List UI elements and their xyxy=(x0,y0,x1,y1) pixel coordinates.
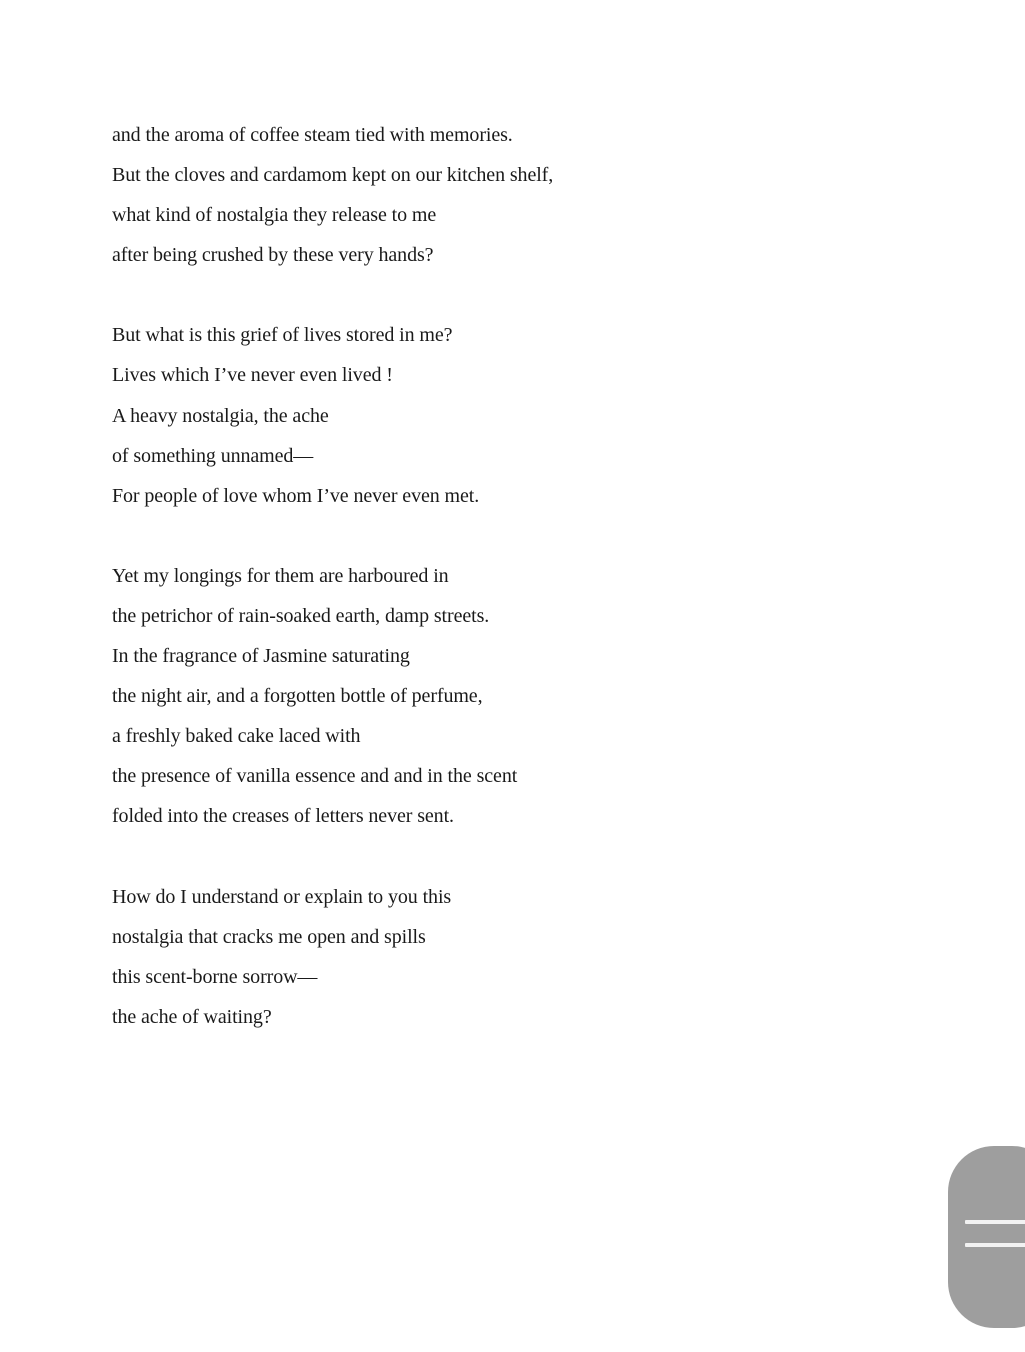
stanza-4 xyxy=(112,877,812,1037)
poem-line: a freshly baked cake laced with xyxy=(112,725,361,748)
poem-line: But what is this grief of lives stored in me? xyxy=(112,324,453,347)
poem-line: In the fragrance of Jasmine saturating xyxy=(112,645,410,668)
poem-line: the petrichor of rain-soaked earth, damp streets. xyxy=(112,604,490,627)
stanza-3 xyxy=(112,556,812,837)
poem-line: How do I understand or explain to you this xyxy=(112,885,452,908)
poem-line: the night air, and a forgotten bottle of perfume, xyxy=(112,685,483,708)
poem-line: But the cloves and cardamom kept on our kitchen shelf, xyxy=(112,164,554,187)
poem-line: A heavy nostalgia, the ache xyxy=(112,404,329,427)
poem-line: Yet my longings for them are harboured in xyxy=(112,564,449,587)
poem-line: nostalgia that cracks me open and spills xyxy=(112,925,426,948)
hamburger-menu-icon xyxy=(965,1220,1025,1224)
hamburger-menu-icon xyxy=(965,1243,1025,1247)
poem-line: folded into the creases of letters never sent. xyxy=(112,805,454,828)
poem-line: the presence of vanilla essence and and in the scent xyxy=(112,765,518,788)
stanza-2 xyxy=(112,315,812,515)
poem-line: Lives which I’ve never even lived ! xyxy=(112,364,393,387)
poem-line: this scent-borne sorrow— xyxy=(112,965,318,988)
poem-line: what kind of nostalgia they release to me xyxy=(112,204,437,227)
poem-line: and the aroma of coffee steam tied with memories. xyxy=(112,124,513,146)
poem-text xyxy=(112,115,812,1077)
poem-line: of something unnamed— xyxy=(112,444,314,467)
stanza-1 xyxy=(112,115,812,275)
poem-line: the ache of waiting? xyxy=(112,1005,272,1028)
poem-line: For people of love whom I’ve never even met. xyxy=(112,484,480,507)
menu-toggle-button[interactable] xyxy=(948,1146,1025,1328)
poem-line: after being crushed by these very hands? xyxy=(112,244,434,267)
